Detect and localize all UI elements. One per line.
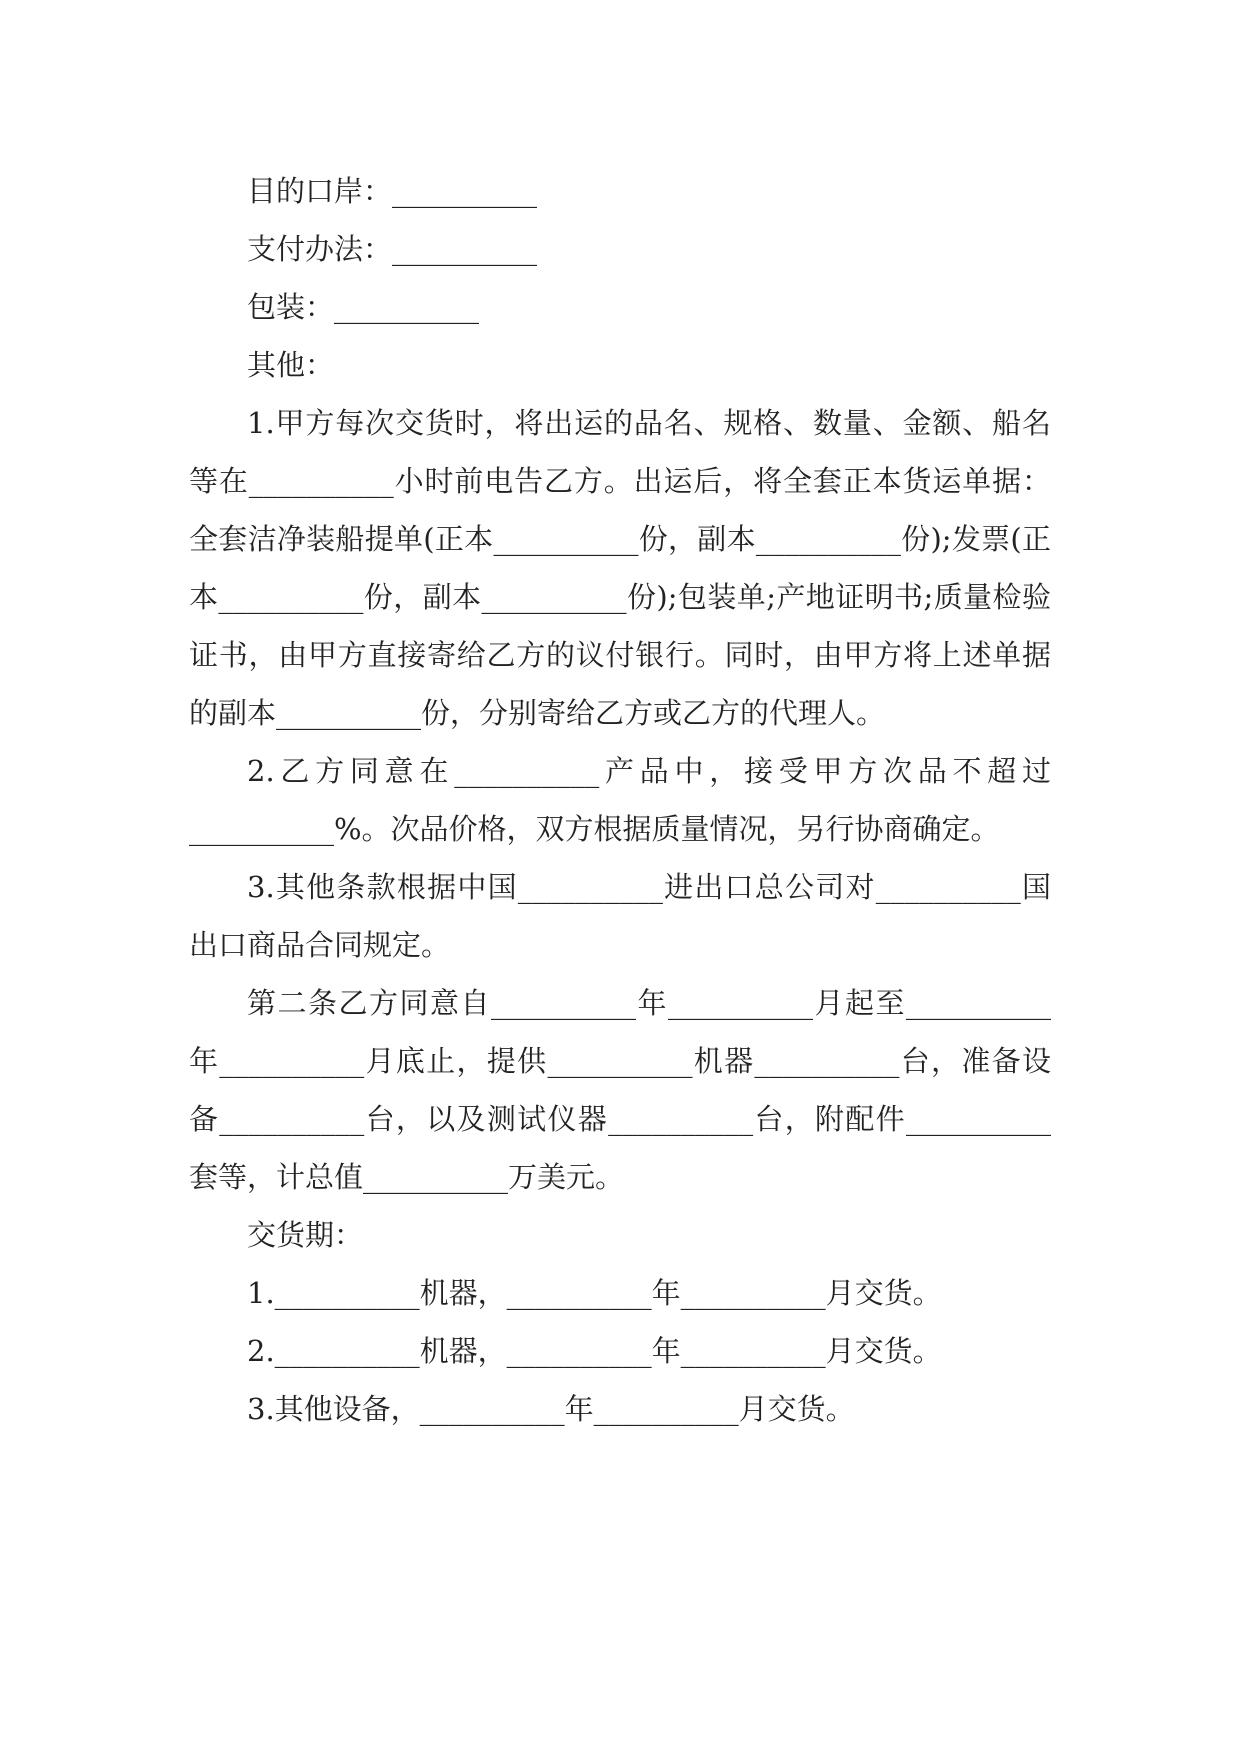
paragraph-other-heading: 其他： (247, 348, 335, 382)
paragraph-delivery-2: 2.__________机器，__________年__________月交货。 (247, 1334, 942, 1368)
paragraph-packaging: 包装：__________ (247, 290, 480, 324)
paragraph-payment-method: 支付办法：__________ (247, 232, 538, 266)
paragraph-delivery-3: 3.其他设备，__________年__________月交货。 (247, 1392, 855, 1426)
paragraph-delivery-1: 1.__________机器，__________年__________月交货。 (247, 1276, 942, 1310)
paragraph-clause-3: 3.其他条款根据中国__________进出口总公司对__________国出口商品合同规定。 (189, 870, 1051, 962)
paragraph-clause-1: 1.甲方每次交货时，将出运的品名、规格、数量、金额、船名等在__________小时前电告乙方。出运后，将全套正本货运单据：全套洁净装船提单(正本__________份，副本__________份);发票(正本__________份，副本__________份);包装单;产地证明书;质量检验证书，由甲方直接寄给乙方的议付银行。同时，由甲方将上述单据的副本__________份，分别寄给乙方或乙方的代理人。 (189, 406, 1051, 730)
paragraph-clause-2: 2.乙方同意在__________产品中，接受甲方次品不超过__________%。次品价格，双方根据质量情况，另行协商确定。 (189, 754, 1051, 846)
document-body (189, 162, 1051, 1438)
paragraph-article-2: 第二条乙方同意自__________年__________月起至__________年__________月底止，提供__________机器__________台，准备设备__________台，以及测试仪器__________台，附配件__________套等，计总值__________万美元。 (189, 986, 1051, 1194)
paragraph-destination-port: 目的口岸：__________ (247, 174, 538, 208)
paragraph-delivery-heading: 交货期： (247, 1218, 364, 1252)
